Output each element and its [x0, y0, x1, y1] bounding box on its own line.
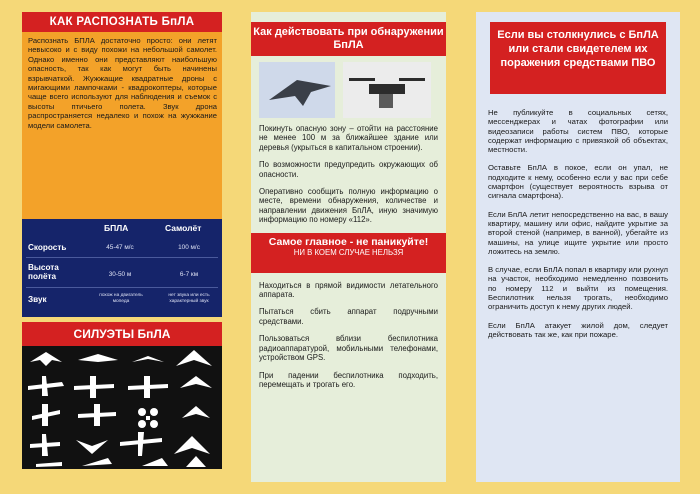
table-cell: нет звука или есть характерный звук [168, 293, 210, 304]
table-row-label: Высота полёта [28, 263, 59, 281]
table-cell: 100 м/с [178, 244, 200, 251]
drone-illustration [251, 56, 446, 124]
silhouettes-panel [22, 346, 222, 469]
table-row-label: Звук [28, 295, 47, 304]
encounter-paragraph: Не публикуйте в социальных сетях, мессенджерах и чатах фотографии или видеозаписи работы систем ПВО, которые содержат информацию с привязкой об объектах, местности. [488, 108, 668, 155]
encounter-paragraph: В случае, если БпЛА попал в квартиру или рухнул на участок, необходимо немедленно позвонить по номеру 112 и выйти из помещения. Беспилотник нельзя трогать, необходимо ограничить доступ к нему других людей. [488, 265, 668, 312]
comparison-table [22, 219, 222, 317]
encounter-title: Если вы столкнулись с БпЛА или стали свидетелем их поражения средствами ПВО [490, 22, 666, 94]
prohibited-text [251, 281, 446, 390]
main-banner [251, 233, 446, 273]
recognize-text: Распознать БПЛА достаточно просто: они летят невысоко и с виду похожи на небольшой самолет. Однако именно они представляют наибольшую опасность, так как могут быть начинены взрывчаткой. Жужжащие квадратные дроны с мигающими лампочками - квадрокоптеры, которые чаще всего используют для наблюдения и съемок с высоты птичьего полета. Звук дрона распространяется недалеко и похож на жужжание модели самолета. [22, 32, 222, 219]
prohibited-paragraph: Пользоваться вблизи беспилотника радиоаппаратурой, мобильными телефонами, устройством GPS. [259, 334, 438, 363]
drone-silhouettes-image [22, 346, 222, 469]
table-divider [26, 287, 218, 288]
table-header-plane: Самолёт [165, 223, 202, 233]
encounter-column [476, 12, 680, 482]
table-row-label: Скорость [28, 243, 67, 252]
silhouettes-title: СИЛУЭТЫ БпЛА [22, 322, 222, 346]
table-divider [26, 257, 218, 258]
detection-paragraph: Оперативно сообщить полную информацию о месте, времени обнаружения, количестве и направлении движения БпЛА, иную значимую информацию по номеру «112». [259, 187, 438, 225]
detection-paragraph: По возможности предупредить окружающих об опасности. [259, 160, 438, 179]
recognize-title: КАК РАСПОЗНАТЬ БпЛА [22, 12, 222, 32]
main-title: Самое главное - не паникуйте! [268, 235, 429, 248]
prohibited-paragraph: Пытаться сбить аппарат подручными средствами. [259, 307, 438, 326]
detection-column [251, 12, 446, 482]
table-cell: 30-50 м [108, 271, 132, 278]
table-cell: 45-47 м/с [106, 244, 134, 251]
encounter-paragraph: Если БпЛА летит непосредственно на вас, в вашу квартиру, машину или офис, найдите укрытие за второй стеной (например, в ванной), убегайте из машины, на улице ищите укрытие или просто ложитесь на землю. [488, 209, 668, 256]
table-header-uav: БПЛА [104, 223, 129, 233]
table-cell: 6-7 км [179, 271, 199, 278]
encounter-paragraph: Оставьте БпЛА в покое, если он упал, не подходите к нему, особенно если у вас при себе смартфон (существует вероятность взрыва от сигнала смартфона). [488, 163, 668, 201]
detection-paragraph: Покинуть опасную зону – отойти на расстояние не менее 100 м за ближайшее здание или деревья (укрыться в капитальном строении). [259, 124, 438, 152]
recognize-column [22, 12, 222, 482]
prohibited-paragraph: Находиться в прямой видимости летательного аппарата. [259, 280, 438, 300]
detection-title: Как действовать при обнаружении БпЛА [251, 22, 446, 56]
encounter-paragraph: Если БпЛА атакует жилой дом, следует действовать так же, как при пожаре. [488, 320, 668, 339]
main-subtitle: НИ В КОЕМ СЛУЧАЕ НЕЛЬЗЯ [293, 247, 404, 257]
drone-photos [251, 56, 446, 124]
prohibited-paragraph: При падении беспилотника подходить, перемещать и трогать его. [259, 370, 438, 389]
encounter-text [476, 108, 680, 339]
table-cell: похож на двигатель мопеда [99, 293, 143, 304]
detection-text [251, 124, 446, 225]
